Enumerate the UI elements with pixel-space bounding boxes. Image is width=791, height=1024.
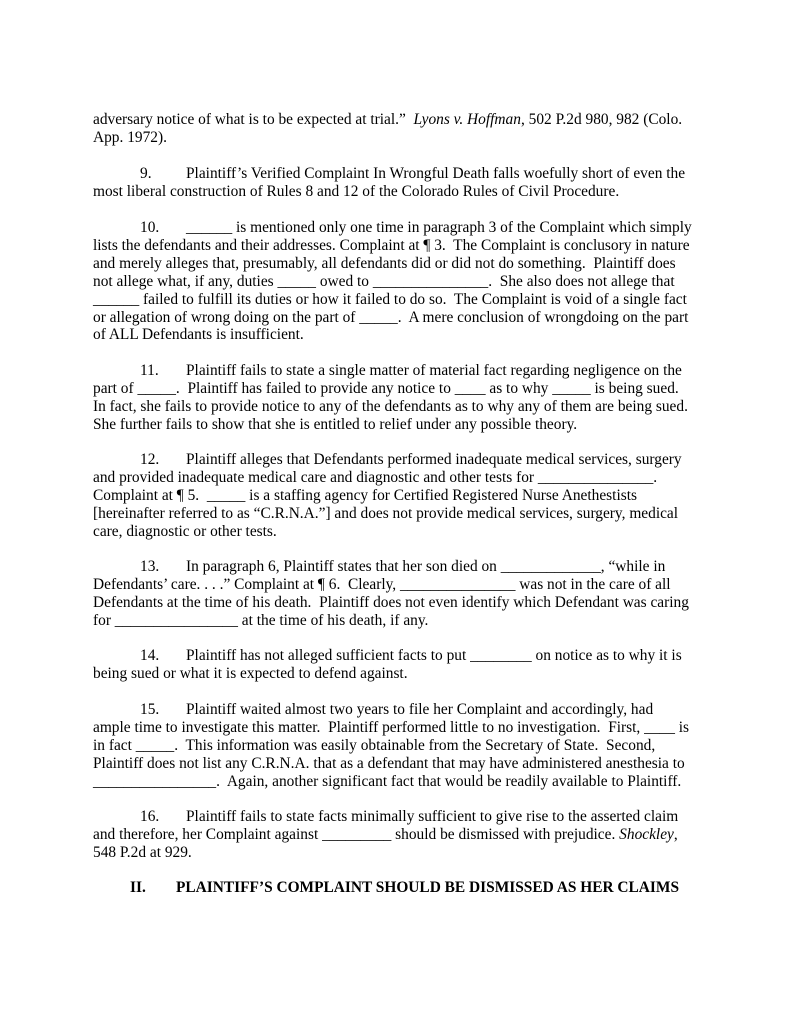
paragraph-number: 11. — [140, 362, 159, 379]
intro-paragraph — [93, 111, 703, 147]
text-line: Defendants at the time of his death. Plaintiff does not even identify which Defendant was caring — [93, 593, 689, 611]
text-line: 12. Plaintiff alleges that Defendants performed inadequate medical services, surgery — [140, 451, 682, 468]
text-line: She further fails to show that she is entitled to relief under any possible theory. — [93, 415, 578, 433]
text-line: 13. In paragraph 6, Plaintiff states that her son died on _____________, “while in — [140, 558, 666, 575]
text-line: and therefore, her Complaint against _________ should be dismissed with prejudice. Shockley, — [93, 825, 678, 843]
text-line: and merely alleges that, presumably, all defendants did or did not do something. Plaintiff does — [93, 254, 676, 272]
paragraph-number: 14. — [140, 647, 160, 664]
text-line: 14. Plaintiff has not alleged sufficient facts to put ________ on notice as to why it is — [140, 647, 682, 664]
text-line: of ALL Defendants is insufficient. — [93, 326, 304, 344]
text-line: most liberal construction of Rules 8 and 12 of the Colorado Rules of Civil Procedure. — [93, 182, 620, 200]
text-line: or allegation of wrong doing on the part of _____. A mere conclusion of wrongdoing on the part — [93, 308, 689, 326]
text-line: part of _____. Plaintiff has failed to provide any notice to ____ as to why _____ is being sued. — [93, 379, 679, 397]
text-line: in fact _____. This information was easily obtainable from the Secretary of State. Second, — [93, 736, 656, 754]
text-line: In fact, she fails to provide notice to any of the defendants as to why any of them are being sued. — [93, 397, 688, 415]
text-line: care, diagnostic or other tests. — [93, 522, 277, 540]
paragraph-number: 15. — [140, 701, 160, 718]
text-line: 9. Plaintiff’s Verified Complaint In Wrongful Death falls woefully short of even the — [140, 165, 686, 182]
section-number: II. — [130, 879, 146, 896]
paragraph-12 — [93, 451, 703, 541]
text-line: Plaintiff does not list any C.R.N.A. that as a defendant that may have administered anesthesia to — [93, 754, 685, 772]
text-line: Defendants’ care. . . .” Complaint at ¶ 6. Clearly, _______________ was not in the care of all — [93, 575, 671, 593]
text-line: 10. ______ is mentioned only one time in paragraph 3 of the Complaint which simply — [140, 219, 692, 236]
text-line: ________________. Again, another significant fact that would be readily available to Plaintiff. — [93, 772, 682, 790]
text-line: for ________________ at the time of his death, if any. — [93, 611, 429, 629]
text-line: 15. Plaintiff waited almost two years to file her Complaint and accordingly, had — [140, 701, 654, 718]
section-title: PLAINTIFF’S COMPLAINT SHOULD BE DISMISSED AS HER CLAIMS — [176, 879, 679, 896]
paragraph-number: 10. — [140, 219, 160, 236]
paragraph-number: 16. — [140, 808, 160, 825]
text-line: App. 1972). — [93, 128, 167, 146]
text-line: 548 P.2d at 929. — [93, 843, 192, 861]
text-line: and provided inadequate medical care and diagnostic and other tests for _______________. — [93, 468, 658, 486]
text-line: 16. Plaintiff fails to state facts minimally sufficient to give rise to the asserted claim — [140, 808, 679, 825]
text-line: being sued or what it is expected to defend against. — [93, 664, 408, 682]
paragraph-number: 12. — [140, 451, 160, 468]
case-citation: Lyons v. Hoffman — [413, 111, 521, 128]
paragraph-10 — [93, 219, 703, 344]
paragraph-number: 13. — [140, 558, 160, 575]
text-line: ample time to investigate this matter. Plaintiff performed little to no investigation. First, ____ is — [93, 718, 690, 736]
paragraph-15 — [93, 701, 703, 791]
text-line: adversary notice of what is to be expected at trial.” Lyons v. Hoffman, 502 P.2d 980, 982 (Colo. — [93, 111, 683, 128]
paragraph-number: 9. — [140, 165, 152, 182]
case-citation: Shockley — [619, 825, 674, 843]
text-line: ______ failed to fulfill its duties or how it failed to do so. The Complaint is void of a single fact — [93, 290, 687, 308]
text-line: Complaint at ¶ 5. _____ is a staffing agency for Certified Registered Nurse Anethestists — [93, 486, 637, 504]
paragraph-14 — [93, 647, 703, 683]
text-line: 11. Plaintiff fails to state a single matter of material fact regarding negligence on the — [140, 362, 682, 379]
text-line: lists the defendants and their addresses. Complaint at ¶ 3. The Complaint is conclusory in nature — [93, 236, 690, 254]
section-heading — [130, 879, 679, 897]
paragraph-13 — [93, 558, 703, 630]
paragraph-11 — [93, 362, 703, 434]
text-line: [hereinafter referred to as “C.R.N.A.”] and does not provide medical services, surgery, medical — [93, 504, 679, 522]
text-line: not allege what, if any, duties _____ owed to _______________. She also does not allege that — [93, 272, 675, 290]
paragraph-16 — [93, 808, 703, 862]
paragraph-9 — [93, 165, 703, 201]
